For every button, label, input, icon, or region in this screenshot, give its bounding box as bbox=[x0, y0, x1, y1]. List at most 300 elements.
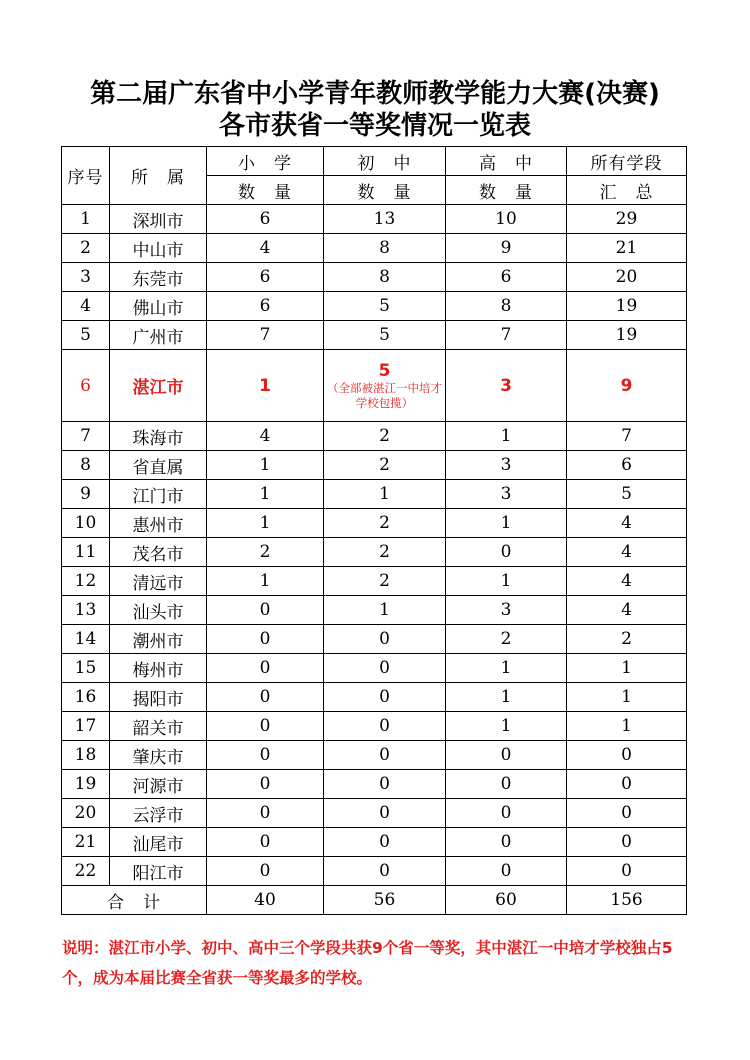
row-city-value: 肇庆市 bbox=[132, 747, 184, 768]
row-index bbox=[62, 538, 110, 567]
totals-senior: 60 bbox=[446, 886, 567, 915]
header-senior-count: 数 量 bbox=[446, 176, 567, 205]
row-city bbox=[110, 770, 207, 799]
row-senior-count-value: 1 bbox=[500, 513, 512, 533]
row-primary-count-value: 0 bbox=[259, 687, 271, 707]
row-junior-count bbox=[324, 205, 446, 234]
table-row bbox=[62, 292, 687, 321]
row-city-value: 惠州市 bbox=[132, 515, 184, 536]
row-city-value: 佛山市 bbox=[132, 298, 184, 319]
document-title: 第二届广东省中小学青年教师教学能力大赛(决赛) bbox=[90, 79, 660, 109]
row-city bbox=[110, 263, 207, 292]
row-senior-count bbox=[446, 828, 567, 857]
row-junior-count-value: 1 bbox=[379, 484, 390, 504]
row-primary-count-value: 6 bbox=[259, 267, 271, 287]
row-primary-count bbox=[207, 321, 324, 350]
row-city bbox=[110, 799, 207, 828]
row-primary-count-value: 0 bbox=[259, 803, 271, 823]
totals-primary: 40 bbox=[207, 886, 324, 915]
row-primary-count-value: 4 bbox=[259, 238, 271, 258]
row-senior-count bbox=[446, 263, 567, 292]
table-row bbox=[62, 263, 687, 292]
row-senior-count bbox=[446, 451, 567, 480]
row-city bbox=[110, 451, 207, 480]
row-junior-count bbox=[324, 625, 446, 654]
table-row bbox=[62, 350, 687, 422]
row-senior-count bbox=[446, 857, 567, 886]
row-city bbox=[110, 422, 207, 451]
row-index bbox=[62, 292, 110, 321]
row-senior-count-value: 0 bbox=[500, 803, 512, 823]
table-row bbox=[62, 770, 687, 799]
row-city bbox=[110, 292, 207, 321]
row-primary-count bbox=[207, 509, 324, 538]
row-junior-count-value: 0 bbox=[379, 774, 390, 794]
row-senior-count-value: 0 bbox=[500, 832, 512, 852]
row-senior-count-value: 0 bbox=[500, 774, 512, 794]
table-row bbox=[62, 654, 687, 683]
row-junior-count-value: 2 bbox=[379, 426, 390, 446]
row-total bbox=[567, 292, 687, 321]
row-primary-count-value: 1 bbox=[259, 375, 271, 396]
row-index-value: 17 bbox=[74, 716, 97, 736]
row-index-value: 9 bbox=[80, 484, 91, 504]
row-primary-count-value: 6 bbox=[259, 296, 271, 316]
row-primary-count-value: 6 bbox=[259, 209, 271, 229]
row-total bbox=[567, 799, 687, 828]
row-primary-count bbox=[207, 799, 324, 828]
row-junior-count bbox=[324, 799, 446, 828]
row-junior-count-value: 0 bbox=[379, 687, 390, 707]
row-total-value: 6 bbox=[621, 455, 632, 475]
row-total-value: 0 bbox=[621, 832, 632, 852]
row-senior-count bbox=[446, 538, 567, 567]
row-primary-count bbox=[207, 857, 324, 886]
row-city-value: 茂名市 bbox=[132, 544, 184, 565]
header-all-stages: 所有学段 bbox=[567, 147, 687, 176]
row-index-value: 14 bbox=[74, 629, 97, 649]
row-junior-count bbox=[324, 596, 446, 625]
row-total-value: 20 bbox=[615, 267, 638, 287]
row-primary-count-value: 0 bbox=[259, 658, 271, 678]
row-total-value: 1 bbox=[621, 716, 632, 736]
table-row bbox=[62, 509, 687, 538]
row-senior-count bbox=[446, 683, 567, 712]
header-senior: 高 中 bbox=[446, 147, 567, 176]
row-index bbox=[62, 596, 110, 625]
row-index-value: 2 bbox=[80, 238, 91, 258]
row-senior-count bbox=[446, 480, 567, 509]
row-index bbox=[62, 422, 110, 451]
row-total-value: 19 bbox=[615, 325, 638, 345]
row-total bbox=[567, 712, 687, 741]
row-primary-count bbox=[207, 596, 324, 625]
row-primary-count-value: 0 bbox=[259, 832, 271, 852]
row-junior-count bbox=[324, 741, 446, 770]
row-junior-count bbox=[324, 770, 446, 799]
row-senior-count-value: 1 bbox=[500, 687, 512, 707]
header-primary: 小 学 bbox=[207, 147, 324, 176]
row-total-value: 29 bbox=[615, 209, 638, 229]
row-total bbox=[567, 538, 687, 567]
row-index-value: 6 bbox=[80, 375, 91, 396]
row-junior-count-value: 0 bbox=[379, 832, 390, 852]
header-region: 所 属 bbox=[110, 147, 207, 205]
row-total-value: 4 bbox=[621, 542, 632, 562]
row-primary-count-value: 2 bbox=[259, 542, 271, 562]
awards-table bbox=[61, 146, 687, 915]
totals-total: 156 bbox=[567, 886, 687, 915]
junior-note: （全部被湛江一中培才学校包揽） bbox=[327, 380, 442, 410]
row-index-value: 3 bbox=[80, 267, 91, 287]
row-primary-count bbox=[207, 538, 324, 567]
row-primary-count bbox=[207, 350, 324, 422]
row-primary-count bbox=[207, 292, 324, 321]
row-total-value: 4 bbox=[621, 571, 632, 591]
row-total-value: 1 bbox=[621, 658, 632, 678]
row-senior-count bbox=[446, 292, 567, 321]
row-city bbox=[110, 828, 207, 857]
table-row bbox=[62, 567, 687, 596]
row-senior-count-value: 3 bbox=[500, 455, 512, 475]
row-junior-count bbox=[324, 350, 446, 422]
row-total-value: 0 bbox=[621, 745, 632, 765]
row-primary-count bbox=[207, 712, 324, 741]
row-index-value: 20 bbox=[74, 803, 97, 823]
row-primary-count bbox=[207, 422, 324, 451]
row-index bbox=[62, 263, 110, 292]
row-senior-count bbox=[446, 625, 567, 654]
row-junior-count-value: 5 bbox=[379, 325, 390, 345]
row-total-value: 1 bbox=[621, 687, 632, 707]
row-total-value: 5 bbox=[621, 484, 632, 504]
row-city-value: 深圳市 bbox=[132, 211, 184, 232]
row-index-value: 22 bbox=[74, 861, 97, 881]
row-junior-count-value: 2 bbox=[379, 542, 390, 562]
row-primary-count-value: 4 bbox=[259, 426, 271, 446]
row-city-value: 潮州市 bbox=[132, 631, 184, 652]
row-total-value: 21 bbox=[615, 238, 638, 258]
row-index-value: 12 bbox=[74, 571, 97, 591]
table-row bbox=[62, 422, 687, 451]
row-senior-count-value: 8 bbox=[500, 296, 512, 316]
row-index-value: 19 bbox=[74, 774, 97, 794]
row-city bbox=[110, 538, 207, 567]
row-city-value: 江门市 bbox=[132, 486, 184, 507]
row-senior-count-value: 1 bbox=[500, 571, 512, 591]
row-junior-count bbox=[324, 292, 446, 321]
row-total bbox=[567, 741, 687, 770]
row-total bbox=[567, 770, 687, 799]
row-index bbox=[62, 741, 110, 770]
row-total bbox=[567, 263, 687, 292]
row-total-value: 7 bbox=[621, 426, 632, 446]
row-primary-count bbox=[207, 451, 324, 480]
table-row bbox=[62, 625, 687, 654]
row-index bbox=[62, 770, 110, 799]
row-junior-count bbox=[324, 654, 446, 683]
row-senior-count-value: 3 bbox=[500, 375, 512, 396]
row-senior-count-value: 6 bbox=[500, 267, 512, 287]
row-primary-count-value: 1 bbox=[259, 484, 271, 504]
row-junior-count-value: 2 bbox=[379, 571, 390, 591]
row-senior-count-value: 3 bbox=[500, 484, 512, 504]
row-primary-count-value: 0 bbox=[259, 861, 271, 881]
row-junior-count-value: 5 bbox=[379, 296, 390, 316]
row-index-value: 11 bbox=[74, 542, 97, 562]
table-row bbox=[62, 205, 687, 234]
header-row bbox=[62, 147, 687, 176]
row-total-value: 4 bbox=[621, 513, 632, 533]
header-index: 序号 bbox=[62, 147, 110, 205]
row-total bbox=[567, 683, 687, 712]
row-senior-count-value: 0 bbox=[500, 745, 512, 765]
row-senior-count-value: 10 bbox=[495, 209, 517, 229]
row-index bbox=[62, 828, 110, 857]
row-senior-count bbox=[446, 596, 567, 625]
row-city bbox=[110, 654, 207, 683]
row-city-value: 湛江市 bbox=[132, 378, 184, 398]
row-junior-count-value: 8 bbox=[379, 267, 390, 287]
row-index-value: 1 bbox=[80, 209, 91, 229]
row-primary-count bbox=[207, 205, 324, 234]
row-primary-count-value: 1 bbox=[259, 513, 271, 533]
row-primary-count-value: 0 bbox=[259, 745, 271, 765]
row-junior-count-value: 2 bbox=[379, 513, 390, 533]
row-primary-count bbox=[207, 828, 324, 857]
row-city bbox=[110, 683, 207, 712]
document-subtitle: 各市获省一等奖情况一览表 bbox=[218, 111, 531, 141]
row-junior-count bbox=[324, 422, 446, 451]
row-total bbox=[567, 321, 687, 350]
row-primary-count bbox=[207, 770, 324, 799]
row-primary-count-value: 1 bbox=[259, 455, 271, 475]
row-city bbox=[110, 712, 207, 741]
table-row bbox=[62, 538, 687, 567]
row-index bbox=[62, 712, 110, 741]
header-total: 汇 总 bbox=[567, 176, 687, 205]
row-primary-count-value: 7 bbox=[259, 325, 271, 345]
row-index-value: 18 bbox=[74, 745, 97, 765]
row-index-value: 21 bbox=[74, 832, 97, 852]
row-senior-count bbox=[446, 422, 567, 451]
row-primary-count-value: 0 bbox=[259, 600, 271, 620]
row-primary-count-value: 0 bbox=[259, 716, 271, 736]
row-junior-count-value: 8 bbox=[379, 238, 390, 258]
row-index bbox=[62, 321, 110, 350]
row-primary-count bbox=[207, 625, 324, 654]
row-senior-count bbox=[446, 234, 567, 263]
row-index-value: 15 bbox=[74, 658, 97, 678]
row-junior-count-value: 0 bbox=[379, 745, 390, 765]
row-total bbox=[567, 567, 687, 596]
row-senior-count bbox=[446, 205, 567, 234]
row-senior-count bbox=[446, 350, 567, 422]
row-total bbox=[567, 596, 687, 625]
row-city-value: 河源市 bbox=[132, 776, 184, 797]
row-senior-count-value: 7 bbox=[500, 325, 512, 345]
row-city-value: 云浮市 bbox=[132, 805, 184, 826]
row-total bbox=[567, 205, 687, 234]
row-total bbox=[567, 480, 687, 509]
row-city-value: 梅州市 bbox=[132, 660, 184, 681]
row-index-value: 4 bbox=[80, 296, 91, 316]
row-primary-count bbox=[207, 683, 324, 712]
row-junior-count-value: 1 bbox=[379, 600, 390, 620]
row-city bbox=[110, 857, 207, 886]
row-junior-count bbox=[324, 857, 446, 886]
row-city bbox=[110, 509, 207, 538]
row-senior-count bbox=[446, 321, 567, 350]
row-city-value: 阳江市 bbox=[132, 863, 184, 884]
row-city-value: 省直属 bbox=[132, 457, 184, 478]
row-junior-count-value: 5 bbox=[378, 360, 391, 381]
row-senior-count bbox=[446, 799, 567, 828]
row-city bbox=[110, 625, 207, 654]
row-total bbox=[567, 422, 687, 451]
table-row bbox=[62, 683, 687, 712]
row-primary-count-value: 1 bbox=[259, 571, 271, 591]
row-junior-count bbox=[324, 538, 446, 567]
row-city-value: 东莞市 bbox=[132, 269, 184, 290]
row-primary-count bbox=[207, 234, 324, 263]
row-city bbox=[110, 567, 207, 596]
row-junior-count-value: 0 bbox=[379, 861, 390, 881]
row-index bbox=[62, 451, 110, 480]
totals-label: 合 计 bbox=[62, 886, 207, 915]
row-city bbox=[110, 741, 207, 770]
row-total bbox=[567, 509, 687, 538]
row-primary-count-value: 0 bbox=[259, 629, 271, 649]
table-row bbox=[62, 480, 687, 509]
row-index-value: 8 bbox=[80, 455, 91, 475]
table-row bbox=[62, 712, 687, 741]
table-row bbox=[62, 234, 687, 263]
table-row bbox=[62, 828, 687, 857]
table-row bbox=[62, 857, 687, 886]
totals-row bbox=[62, 886, 687, 915]
row-senior-count-value: 1 bbox=[500, 658, 512, 678]
row-total bbox=[567, 451, 687, 480]
row-senior-count bbox=[446, 509, 567, 538]
row-city-value: 韶关市 bbox=[132, 718, 184, 739]
row-city-value: 清远市 bbox=[132, 573, 184, 594]
row-index bbox=[62, 567, 110, 596]
footnote: 说明：湛江市小学、初中、高中三个学段共获9个省一等奖，其中湛江一中培才学校独占5个，成为本届比赛全省获一等奖最多的学校。 bbox=[62, 939, 673, 987]
row-city bbox=[110, 480, 207, 509]
row-primary-count-value: 0 bbox=[259, 774, 271, 794]
row-total-value: 2 bbox=[621, 629, 632, 649]
row-city bbox=[110, 234, 207, 263]
row-total bbox=[567, 654, 687, 683]
row-senior-count-value: 1 bbox=[500, 716, 512, 736]
row-index bbox=[62, 350, 110, 422]
row-senior-count bbox=[446, 712, 567, 741]
row-senior-count-value: 1 bbox=[500, 426, 512, 446]
row-index bbox=[62, 205, 110, 234]
row-city-value: 揭阳市 bbox=[132, 689, 184, 710]
row-total bbox=[567, 857, 687, 886]
row-city-value: 中山市 bbox=[132, 240, 184, 261]
row-junior-count bbox=[324, 567, 446, 596]
table-row bbox=[62, 451, 687, 480]
row-index bbox=[62, 654, 110, 683]
row-junior-count-value: 0 bbox=[379, 629, 390, 649]
row-total-value: 4 bbox=[621, 600, 632, 620]
row-total-value: 0 bbox=[621, 774, 632, 794]
row-total-value: 9 bbox=[620, 375, 633, 396]
row-total bbox=[567, 828, 687, 857]
row-junior-count bbox=[324, 263, 446, 292]
row-primary-count bbox=[207, 567, 324, 596]
row-total bbox=[567, 234, 687, 263]
row-city-value: 珠海市 bbox=[132, 428, 184, 449]
row-total-value: 0 bbox=[621, 861, 632, 881]
row-index bbox=[62, 234, 110, 263]
row-junior-count-value: 0 bbox=[379, 658, 390, 678]
table-row bbox=[62, 741, 687, 770]
row-junior-count bbox=[324, 509, 446, 538]
row-primary-count bbox=[207, 741, 324, 770]
row-junior-count bbox=[324, 683, 446, 712]
row-senior-count-value: 0 bbox=[500, 861, 512, 881]
row-junior-count bbox=[324, 451, 446, 480]
row-junior-count bbox=[324, 828, 446, 857]
row-junior-count bbox=[324, 480, 446, 509]
row-city bbox=[110, 321, 207, 350]
table-row bbox=[62, 596, 687, 625]
row-primary-count bbox=[207, 654, 324, 683]
row-total bbox=[567, 625, 687, 654]
row-senior-count bbox=[446, 654, 567, 683]
row-junior-count-value: 0 bbox=[379, 716, 390, 736]
header-junior: 初 中 bbox=[324, 147, 446, 176]
row-index bbox=[62, 683, 110, 712]
row-city bbox=[110, 205, 207, 234]
row-index-value: 5 bbox=[80, 325, 91, 345]
row-senior-count-value: 3 bbox=[500, 600, 512, 620]
row-city-value: 广州市 bbox=[132, 327, 184, 348]
row-index-value: 16 bbox=[74, 687, 97, 707]
row-junior-count bbox=[324, 712, 446, 741]
row-index bbox=[62, 625, 110, 654]
row-senior-count-value: 9 bbox=[500, 238, 512, 258]
row-senior-count-value: 2 bbox=[500, 629, 512, 649]
row-junior-count-value: 0 bbox=[379, 803, 390, 823]
row-total-value: 0 bbox=[621, 803, 632, 823]
table-row bbox=[62, 321, 687, 350]
row-primary-count bbox=[207, 480, 324, 509]
row-total bbox=[567, 350, 687, 422]
row-index bbox=[62, 857, 110, 886]
row-index bbox=[62, 799, 110, 828]
row-index bbox=[62, 509, 110, 538]
row-city bbox=[110, 596, 207, 625]
table-row bbox=[62, 799, 687, 828]
row-index-value: 10 bbox=[74, 513, 97, 533]
row-index-value: 7 bbox=[80, 426, 91, 446]
header-junior-count: 数 量 bbox=[324, 176, 446, 205]
row-junior-count-value: 2 bbox=[379, 455, 390, 475]
row-senior-count bbox=[446, 770, 567, 799]
row-junior-count bbox=[324, 234, 446, 263]
row-total-value: 19 bbox=[615, 296, 638, 316]
row-senior-count bbox=[446, 567, 567, 596]
header-primary-count: 数 量 bbox=[207, 176, 324, 205]
row-city bbox=[110, 350, 207, 422]
row-index-value: 13 bbox=[74, 600, 97, 620]
row-junior-count-value: 13 bbox=[373, 209, 396, 229]
